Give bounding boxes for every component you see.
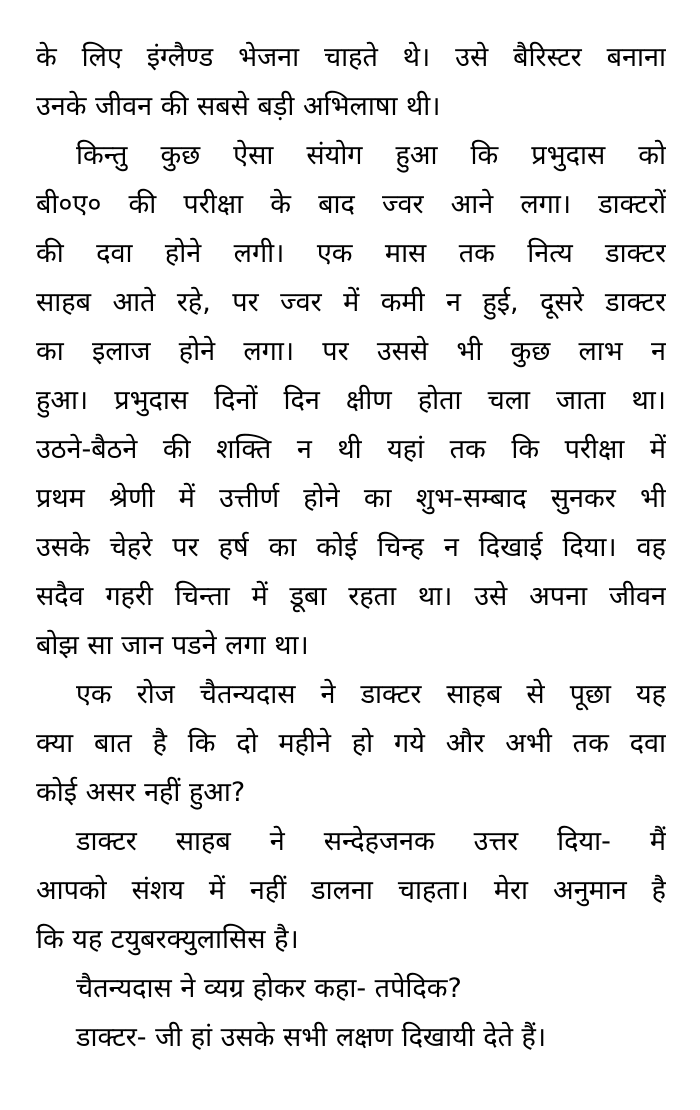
text-line: सदैव गहरी चिन्ता में डूबा रहता था। उसे अपना जीवन: [36, 581, 666, 612]
text-line: हुआ। प्रभुदास दिनों दिन क्षीण होता चला जाता था।: [36, 385, 666, 416]
text-line: उठने-बैठने की शक्ति न थी यहां तक कि परीक्षा में: [36, 434, 666, 465]
text-line: क्या बात है कि दो महीने हो गये और अभी तक दवा: [36, 728, 666, 759]
text-line: का इलाज होने लगा। पर उससे भी कुछ लाभ न: [36, 336, 666, 367]
text-line: कि यह टयुबरक्युलासिस है।: [36, 924, 299, 955]
text-line: बोझ सा जान पडने लगा था।: [36, 630, 309, 661]
text-line: उनके जीवन की सबसे बड़ी अभिलाषा थी।: [36, 91, 441, 122]
text-line: साहब आते रहे, पर ज्वर में कमी न हुई, दूसरे डाक्टर: [36, 287, 666, 318]
text-line: आपको संशय में नहीं डालना चाहता। मेरा अनुमान है: [36, 875, 666, 906]
text-line: एक रोज चैतन्यदास ने डाक्टर साहब से पूछा यह: [76, 679, 666, 710]
text-line: डाक्टर- जी हां उसके सभी लक्षण दिखायी देते हैं।: [76, 1022, 547, 1053]
text-line: के लिए इंग्लैण्ड भेजना चाहते थे। उसे बैरिस्टर बनाना: [36, 42, 666, 73]
text-line: कोई असर नहीं हुआ?: [36, 777, 246, 808]
text-line: किन्तु कुछ ऐसा संयोग हुआ कि प्रभुदास को: [76, 140, 666, 171]
text-line: प्रथम श्रेणी में उत्तीर्ण होने का शुभ-सम्बाद सुनकर भी: [36, 483, 666, 514]
text-line: उसके चेहरे पर हर्ष का कोई चिन्ह न दिखाई दिया। वह: [36, 532, 666, 563]
text-line: की दवा होने लगी। एक मास तक नित्य डाक्टर: [36, 238, 666, 269]
text-line: चैतन्यदास ने व्यग्र होकर कहा- तपेदिक?: [76, 973, 462, 1004]
text-line: बी०ए० की परीक्षा के बाद ज्वर आने लगा। डाक्टरों: [36, 189, 666, 220]
text-line: डाक्टर साहब ने सन्देहजनक उत्तर दिया- मैं: [76, 826, 666, 857]
